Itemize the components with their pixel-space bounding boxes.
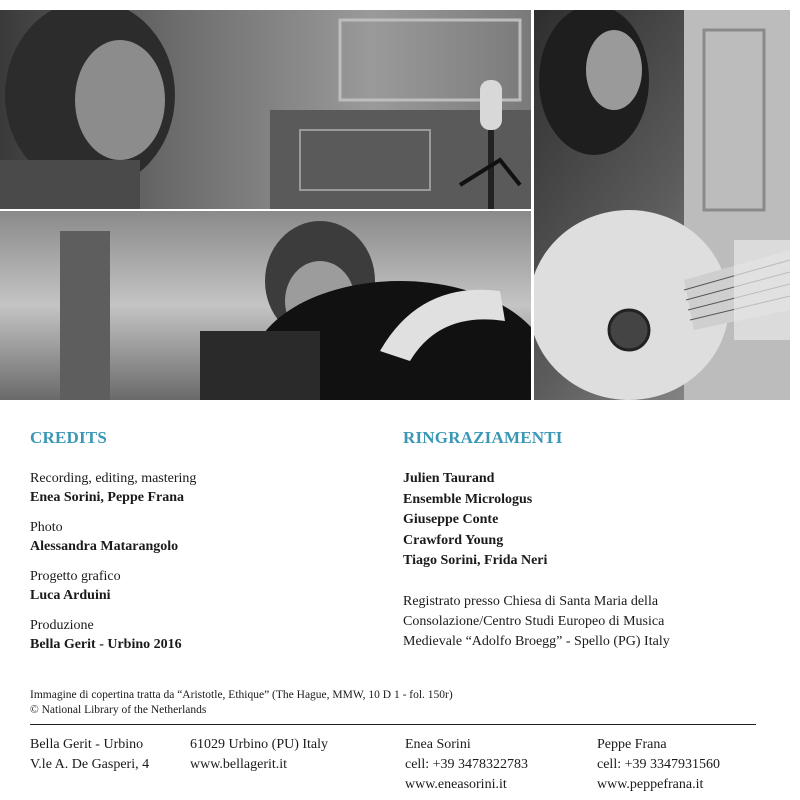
credits-list: [30, 469, 370, 665]
contact-name: Enea Sorini: [405, 737, 471, 752]
label-city: 61029 Urbino (PU) Italy: [190, 737, 329, 752]
thanks-heading: RINGRAZIAMENTI: [403, 428, 563, 447]
cover-source-line: Immagine di copertina tratta da “Aristotle, Ethique” (The Hague, MMW, 10 D 1 - fol. 150r): [30, 689, 453, 701]
recording-location-line: Medievale “Adolfo Broegg” - Spello (PG) Italy: [403, 634, 670, 649]
recording-location: [403, 592, 783, 652]
thanks-name: Julien Taurand: [403, 471, 495, 486]
label-street: V.le A. De Gasperi, 4: [30, 757, 150, 772]
label-name: Bella Gerit - Urbino: [30, 737, 144, 752]
credit-name: Luca Arduini: [30, 588, 111, 603]
credit-item-recording: [30, 469, 370, 507]
credit-name: Enea Sorini, Peppe Frana: [30, 490, 185, 505]
thanks-name: Giuseppe Conte: [403, 512, 499, 527]
contact-cell: cell: +39 3478322783: [405, 757, 528, 772]
credit-item-design: [30, 567, 370, 605]
credit-role: Recording, editing, mastering: [30, 471, 197, 486]
thanks-list: [403, 469, 783, 572]
recording-location-line: Consolazione/Centro Studi Europeo di Musica: [403, 614, 665, 629]
contact-website-link[interactable]: www.peppefrana.it: [597, 777, 704, 792]
credits-heading: CREDITS: [30, 428, 107, 447]
footer-divider: [30, 724, 756, 725]
credit-name: Bella Gerit - Urbino 2016: [30, 637, 182, 652]
credit-item-photo: [30, 518, 370, 556]
cover-image-note: [30, 688, 750, 718]
credit-role: Photo: [30, 520, 63, 535]
label-website-link[interactable]: www.bellagerit.it: [190, 757, 288, 772]
label-city-web: [190, 735, 328, 775]
contact-cell: cell: +39 3347931560: [597, 757, 720, 772]
contact-name: Peppe Frana: [597, 737, 667, 752]
credit-role: Progetto grafico: [30, 569, 121, 584]
copyright-line: © National Library of the Netherlands: [30, 704, 207, 716]
contact-website-link[interactable]: www.eneasorini.it: [405, 777, 507, 792]
label-address: [30, 735, 149, 775]
photo-singer-with-microphone: [0, 10, 531, 209]
thanks-name: Ensemble Micrologus: [403, 491, 533, 507]
credit-role: Produzione: [30, 618, 94, 633]
recording-location-line: Registrato presso Chiesa di Santa Maria della: [403, 594, 659, 609]
credit-item-production: [30, 616, 370, 654]
credit-name: Alessandra Matarangolo: [30, 539, 179, 554]
contact-enea-sorini: [405, 735, 528, 795]
thanks-name: Crawford Young: [403, 532, 504, 548]
photo-lute-player: [534, 10, 790, 400]
contact-peppe-frana: [597, 735, 720, 795]
thanks-name: Tiago Sorini, Frida Neri: [403, 553, 548, 568]
photo-musician-with-drum: [0, 211, 531, 400]
